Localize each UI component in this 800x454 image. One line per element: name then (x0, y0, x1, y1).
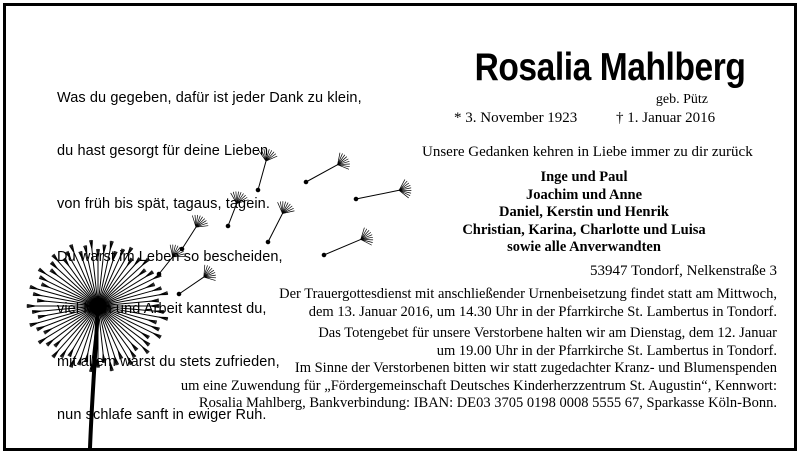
poem-line: du hast gesorgt für deine Lieben (57, 142, 269, 159)
mourner: Joachim und Anne (525, 186, 643, 203)
birth-date: * 3. November 1923 (454, 110, 578, 126)
poem-line: viel Müh und Arbeit kanntest du, (57, 301, 267, 318)
mourner: Daniel, Kerstin und Henrik (499, 204, 669, 221)
dandelion-seed-icon (354, 180, 411, 201)
poem-line: Du warst im Leben so bescheiden, (57, 248, 283, 265)
notice-line: dem 13. Januar 2016, um 14.30 Uhr in der Pfarrkirche St. Lambertus in Tondorf. (308, 303, 777, 320)
mourner: Christian, Karina, Charlotte und Luisa (462, 221, 706, 238)
obituary-card (3, 3, 797, 451)
motto: Unsere Gedanken kehren in Liebe immer zu dir zurück (422, 144, 753, 160)
mourner: Inge und Paul (540, 169, 628, 185)
notice-line: Der Trauergottesdienst mit anschließender Urnenbeisetzung findet statt am Mittwoch, (279, 286, 777, 302)
notice-line: Rosalia Mahlberg, Bankverbindung: IBAN: DE03 3705 0198 0008 5555 67, Sparkasse Köln-Bonn. (198, 395, 777, 411)
poem-line: von früh bis spät, tagaus, tagein. (57, 195, 270, 212)
poem-line: nun schlafe sanft in ewiger Ruh. (57, 406, 267, 423)
poem-line: mit allem warst du stets zufrieden, (57, 354, 280, 371)
poem-line: Was du gegeben, dafür ist jeder Dank zu klein, (57, 90, 362, 107)
funeral-service-notice (279, 286, 777, 321)
notice-line: Das Totengebet für unsere Verstorbene halten wir am Dienstag, dem 12. Januar (318, 325, 777, 341)
family-address: 53947 Tondorf, Nelkenstraße 3 (590, 263, 777, 279)
prayer-notice (318, 325, 777, 360)
mourner: sowie alle Anverwandten (507, 239, 661, 256)
notice-line: Im Sinne der Verstorbenen bitten wir statt zugedachter Kranz- und Blumenspenden (294, 360, 777, 376)
notice-line: um 19.00 Uhr in der Pfarrkirche St. Lambertus in Tondorf. (436, 342, 777, 359)
notice-line: um eine Zuwendung für „Fördergemeinschaft Deutsches Kinderherzzentrum St. Augustin“, Kennwort: (180, 377, 777, 394)
death-date: † 1. Januar 2016 (616, 110, 716, 126)
birth-name: geb. Pütz (655, 92, 708, 107)
mourners-list (416, 169, 752, 257)
donation-notice (181, 360, 777, 413)
deceased-name: Rosalia Mahlberg (474, 46, 746, 89)
